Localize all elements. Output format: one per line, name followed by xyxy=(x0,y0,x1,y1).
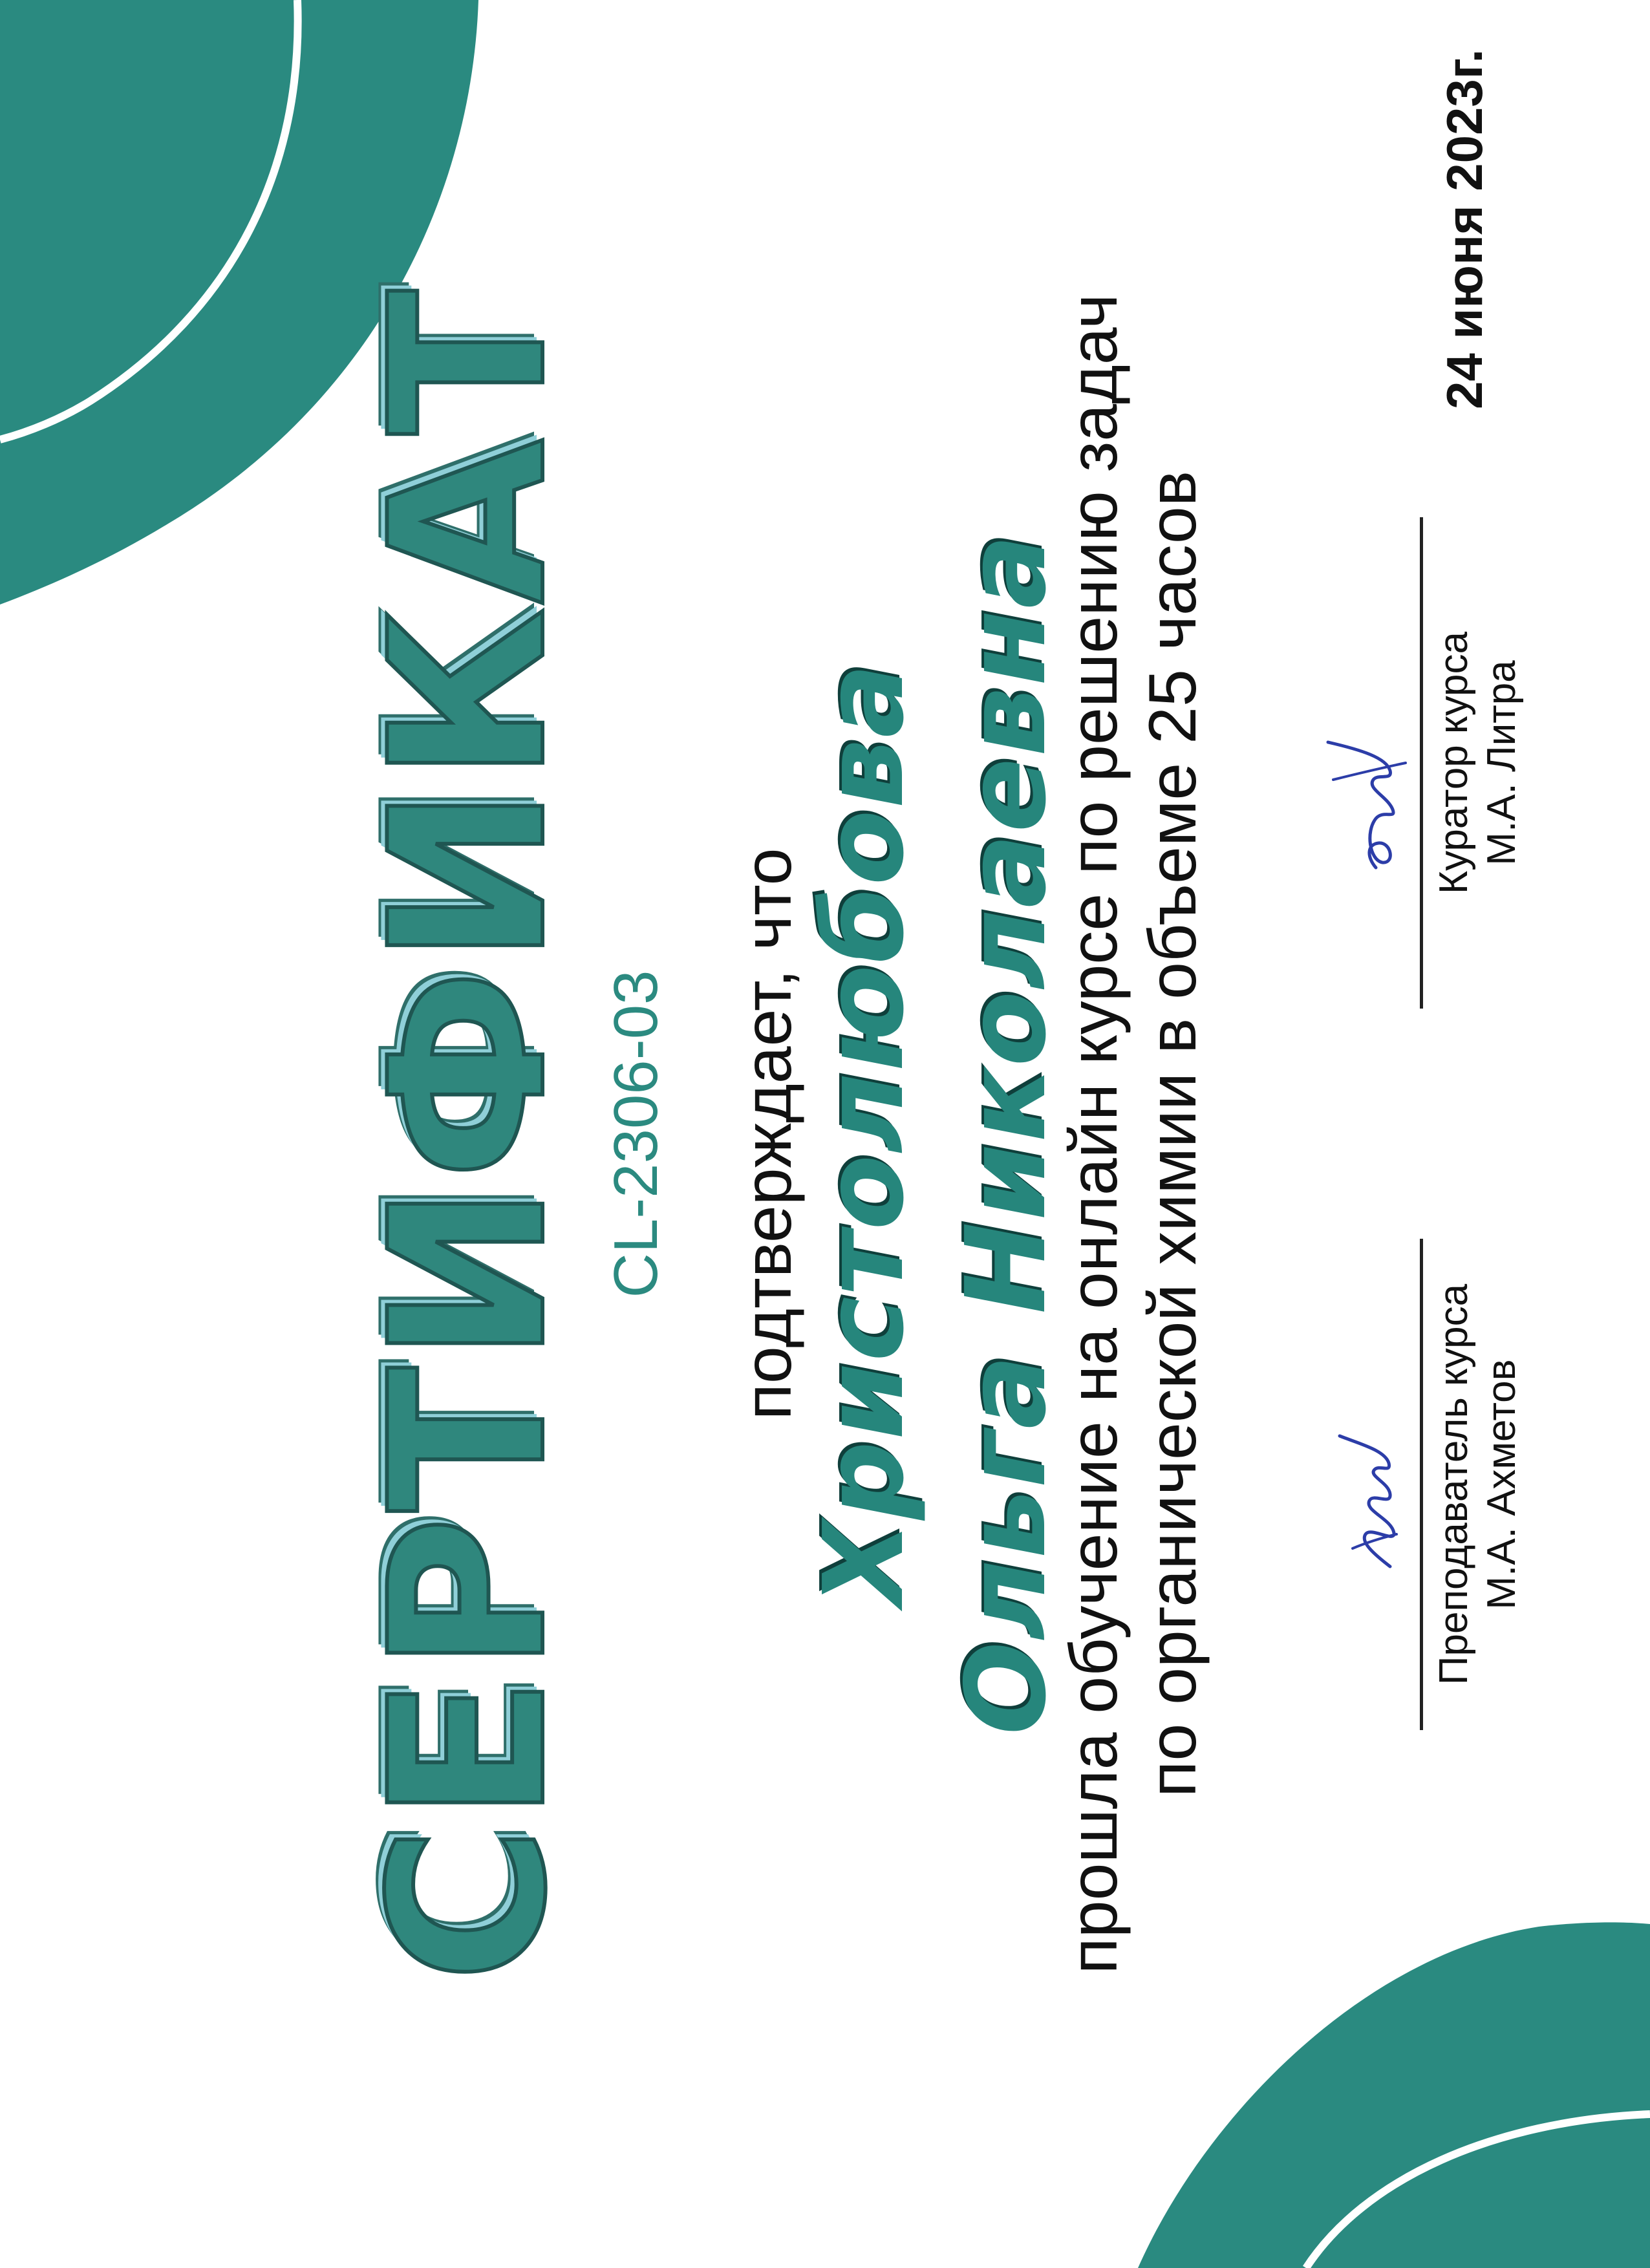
certificate-title: СЕРТИФИКАТ xyxy=(345,285,593,1983)
issue-date: 24 июня 2023г. xyxy=(1436,48,1493,409)
curator-name: М.А. Литра xyxy=(1479,660,1524,866)
course-description-line-1: прошла обучение на онлайн курсе по решению задач xyxy=(1056,294,1131,1974)
confirmation-text: подтверждает, что xyxy=(731,848,806,1420)
curator-signature xyxy=(1314,725,1411,877)
recipient-surname: Христолюбова xyxy=(800,662,928,1606)
certificate-number: CL-2306-03 xyxy=(601,970,670,1298)
instructor-signature-line xyxy=(1420,1239,1423,1730)
curator-signature-line xyxy=(1420,517,1423,1009)
course-description-line-2: по органической химии в объеме 25 часов xyxy=(1135,471,1210,1797)
instructor-role: Преподаватель курса xyxy=(1431,1283,1476,1685)
curator-role: Куратор курса xyxy=(1431,632,1476,894)
instructor-signature xyxy=(1314,1421,1411,1573)
recipient-given-names: Ольга Николаевна xyxy=(943,533,1071,1735)
instructor-name: М.А. Ахметов xyxy=(1479,1359,1524,1610)
